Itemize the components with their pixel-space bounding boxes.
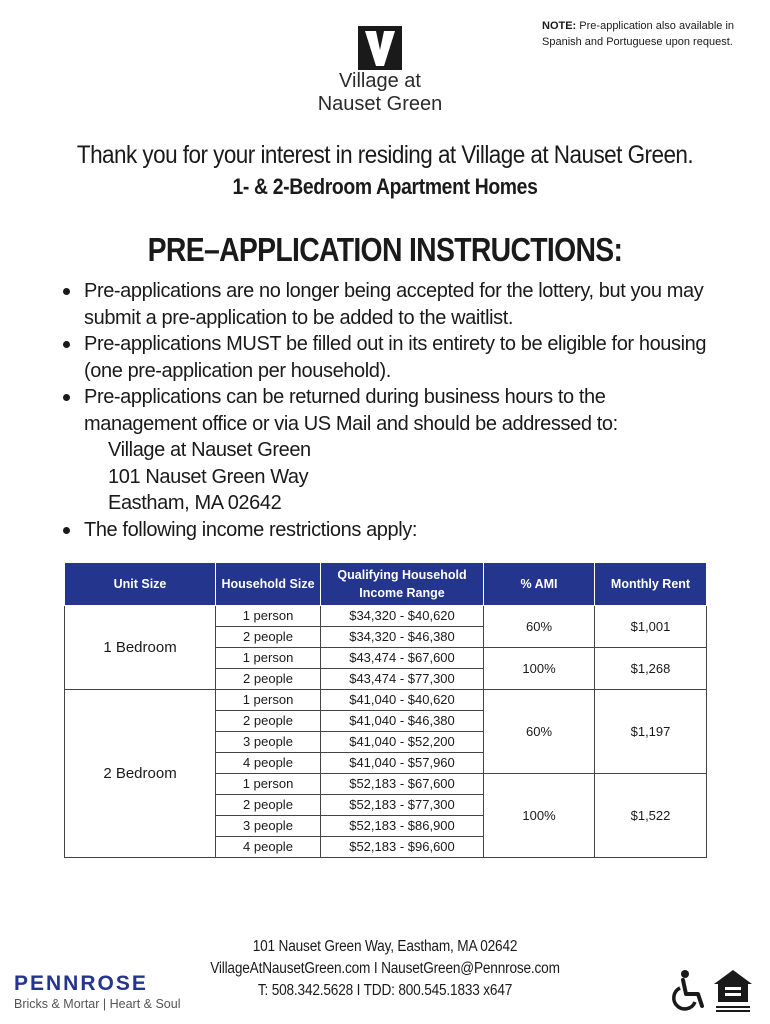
language-note (542, 18, 764, 50)
list-item (60, 278, 720, 331)
list-item (60, 517, 720, 544)
logo-line-1: Village at (339, 70, 421, 92)
household-size-cell: 2 people (216, 669, 321, 690)
list-item (60, 331, 720, 384)
income-range-cell: $52,183 - $96,600 (321, 837, 484, 858)
table-row (65, 606, 707, 627)
rent-cell: $1,522 (595, 774, 707, 858)
header-ami: % AMI (484, 563, 595, 606)
rent-cell: $1,001 (595, 606, 707, 648)
header-monthly-rent: Monthly Rent (595, 563, 707, 606)
logo-line-2: Nauset Green (317, 93, 443, 115)
village-v-logo-icon (358, 26, 402, 70)
bullet-icon (63, 527, 70, 534)
rent-cell: $1,268 (595, 648, 707, 690)
income-range-cell: $41,040 - $57,960 (321, 753, 484, 774)
footer-phone: T: 508.342.5628 I TDD: 800.545.1833 x647 (257, 982, 513, 999)
income-range-cell: $43,474 - $77,300 (321, 669, 484, 690)
ami-cell: 60% (484, 606, 595, 648)
contact-footer (160, 936, 610, 1002)
note-text: Pre-application also available in Spanish and Portuguese upon request. (542, 20, 735, 48)
bullet-text: Pre-applications are no longer being accepted for the lottery, but you may submit a pre-application to be added to the waitlist. (84, 280, 704, 329)
pennrose-tagline: Bricks & Mortar | Heart & Soul (14, 997, 181, 1011)
household-size-cell: 3 people (216, 732, 321, 753)
household-size-cell: 4 people (216, 753, 321, 774)
household-size-cell: 4 people (216, 837, 321, 858)
income-range-cell: $52,183 - $67,600 (321, 774, 484, 795)
bullet-text: Pre-applications can be returned during business hours to the management office or via US Mail and should be addressed to: (84, 386, 618, 435)
household-size-cell: 1 person (216, 606, 321, 627)
header-household-size: Household Size (216, 563, 321, 606)
income-range-cell: $52,183 - $77,300 (321, 795, 484, 816)
bullet-icon (63, 341, 70, 348)
thank-you-text: Thank you for your interest in residing at Village at Nauset Green. (76, 141, 694, 169)
household-size-cell: 1 person (216, 690, 321, 711)
page-title: PRE–APPLICATION INSTRUCTIONS: (147, 231, 623, 268)
subtitle: 1- & 2-Bedroom Apartment Homes (232, 174, 538, 199)
equal-housing-opportunity-icon (712, 968, 754, 1014)
household-size-cell: 1 person (216, 774, 321, 795)
ami-cell: 60% (484, 690, 595, 774)
income-range-cell: $52,183 - $86,900 (321, 816, 484, 837)
header-unit-size: Unit Size (65, 563, 216, 606)
ami-cell: 100% (484, 774, 595, 858)
footer-address: 101 Nauset Green Way, Eastham, MA 02642 (252, 938, 518, 955)
rent-cell: $1,197 (595, 690, 707, 774)
bullet-text: Pre-applications MUST be filled out in its entirety to be eligible for housing (one pre-application per household). (84, 333, 707, 382)
table-header-row (65, 563, 707, 606)
table-row (65, 690, 707, 711)
household-size-cell: 2 people (216, 711, 321, 732)
address-line-3: Eastham, MA 02642 (108, 492, 282, 514)
income-range-cell: $34,320 - $40,620 (321, 606, 484, 627)
header-income-range: Qualifying Household Income Range (321, 563, 484, 606)
bullet-icon (63, 394, 70, 401)
household-size-cell: 1 person (216, 648, 321, 669)
instruction-list (60, 278, 720, 543)
unit-size-cell: 2 Bedroom (65, 690, 216, 858)
pennrose-logo (14, 972, 194, 1012)
income-range-cell: $34,320 - $46,380 (321, 627, 484, 648)
income-table (64, 562, 707, 858)
bullet-text: The following income restrictions apply: (84, 518, 418, 541)
pennrose-brand: PENNROSE (14, 972, 148, 995)
household-size-cell: 2 people (216, 795, 321, 816)
household-size-cell: 3 people (216, 816, 321, 837)
village-logo (290, 26, 470, 116)
note-label: NOTE: (542, 20, 577, 32)
income-range-cell: $43,474 - $67,600 (321, 648, 484, 669)
income-range-cell: $41,040 - $52,200 (321, 732, 484, 753)
bullet-icon (63, 288, 70, 295)
address-line-2: 101 Nauset Green Way (108, 465, 309, 488)
mailing-address (60, 437, 720, 517)
income-range-cell: $41,040 - $40,620 (321, 690, 484, 711)
income-range-cell: $41,040 - $46,380 (321, 711, 484, 732)
compliance-icons (668, 968, 758, 1016)
unit-size-cell: 1 Bedroom (65, 606, 216, 690)
list-item (60, 384, 720, 437)
footer-web-email: VillageAtNausetGreen.com I NausetGreen@Pennrose.com (210, 960, 560, 977)
household-size-cell: 2 people (216, 627, 321, 648)
wheelchair-accessibility-icon (668, 968, 708, 1012)
address-line-1: Village at Nauset Green (108, 439, 311, 461)
ami-cell: 100% (484, 648, 595, 690)
